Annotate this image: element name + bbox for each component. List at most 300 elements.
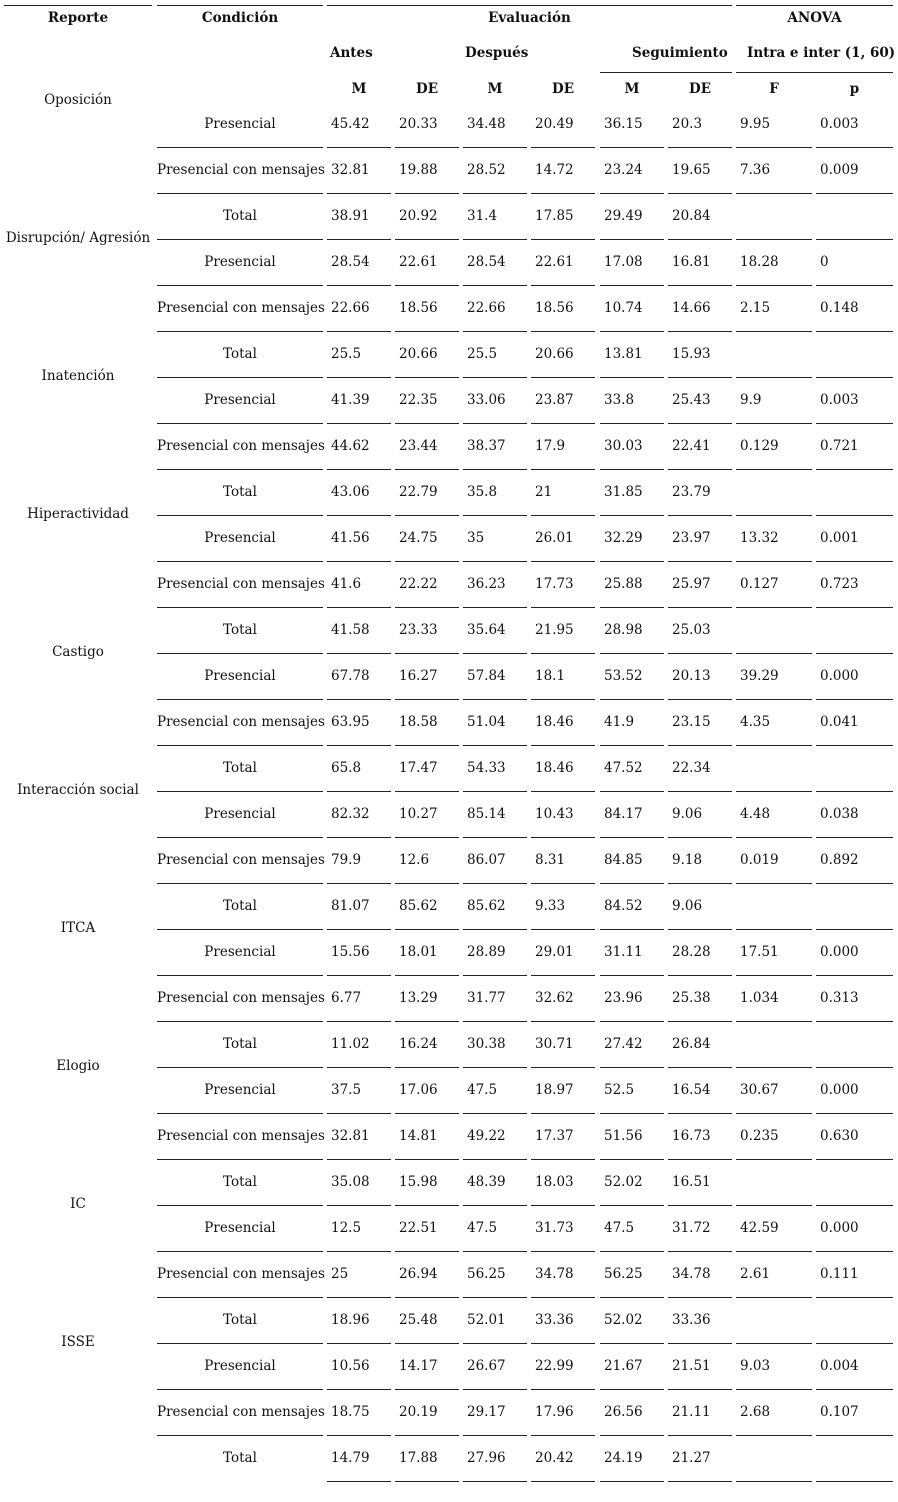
row-rule [668,1021,732,1022]
row-rule [816,837,893,838]
value-cell: 57.84 [467,668,506,684]
row-rule [463,1435,527,1436]
value-cell: 25 [331,1266,349,1282]
condition-cell: Presencial con mensajes [157,1266,325,1282]
group-label: ITCA [60,920,96,936]
value-cell: 25.38 [672,990,711,1006]
row-rule [600,1435,664,1436]
condition-cell: Total [223,622,257,638]
row-rule [600,331,664,332]
value-cell: 81.07 [331,898,370,914]
value-cell: 22.51 [399,1220,438,1236]
row-rule [395,607,459,608]
row-rule [600,975,664,976]
row-rule [157,607,323,608]
row-rule [531,1021,595,1022]
row-rule [531,561,595,562]
row-rule [395,1297,459,1298]
row-rule [531,1297,595,1298]
value-cell: 18.1 [535,668,566,684]
value-cell: 31.73 [535,1220,574,1236]
value-cell: 9.06 [672,806,703,822]
row-rule [463,837,527,838]
value-cell: 0.000 [820,944,859,960]
value-cell: 47.5 [467,1082,498,1098]
value-cell: 56.25 [467,1266,506,1282]
value-cell: 0.148 [820,300,859,316]
value-cell: 21.27 [672,1450,711,1466]
row-rule [736,193,812,194]
value-cell: 22.35 [399,392,438,408]
row-rule [600,607,664,608]
value-cell: 28.89 [467,944,506,960]
value-cell: 0.019 [740,852,779,868]
value-cell: 17.9 [535,438,566,454]
value-cell: 0.892 [820,852,859,868]
row-rule [327,285,391,286]
value-cell: 41.39 [331,392,370,408]
row-rule [327,699,391,700]
value-cell: 33.06 [467,392,506,408]
row-rule [600,239,664,240]
row-rule [531,1481,595,1482]
row-rule [736,1159,812,1160]
row-rule [395,1389,459,1390]
row-rule [668,791,732,792]
value-cell: 2.15 [740,300,771,316]
row-rule [736,469,812,470]
value-cell: 20.13 [672,668,711,684]
value-cell: 31.4 [467,208,498,224]
row-rule [668,1251,732,1252]
header-reporte: Reporte [47,10,109,26]
condition-cell: Presencial [204,1358,276,1374]
row-rule [531,607,595,608]
row-rule [157,1021,323,1022]
value-cell: 18.01 [399,944,438,960]
row-rule [395,285,459,286]
condition-cell: Presencial [204,116,276,132]
row-rule [600,1297,664,1298]
row-rule [736,1067,812,1068]
value-cell: 30.38 [467,1036,506,1052]
condition-cell: Total [223,1312,257,1328]
row-rule [736,423,812,424]
row-rule [816,607,893,608]
value-cell: 10.56 [331,1358,370,1374]
row-rule [668,1159,732,1160]
condition-cell: Presencial [204,1082,276,1098]
row-rule [736,837,812,838]
row-rule [736,285,812,286]
row-rule [157,561,323,562]
row-rule [157,1205,323,1206]
row-rule [668,239,732,240]
row-rule [327,331,391,332]
condition-cell: Presencial con mensajes [157,438,325,454]
row-rule [816,1251,893,1252]
value-cell: 20.33 [399,116,438,132]
value-cell: 18.56 [535,300,574,316]
value-cell: 0.038 [820,806,859,822]
value-cell: 27.96 [467,1450,506,1466]
value-cell: 7.36 [740,162,771,178]
value-cell: 21 [535,484,553,500]
rule-seguimiento [600,72,732,73]
value-cell: 0.111 [820,1266,859,1282]
value-cell: 22.61 [535,254,574,270]
row-rule [463,653,527,654]
row-rule [157,515,323,516]
value-cell: 28.54 [467,254,506,270]
value-cell: 49.22 [467,1128,506,1144]
row-rule [668,1297,732,1298]
header-de-seguimiento: DE [689,81,711,97]
row-rule [463,423,527,424]
row-rule [531,653,595,654]
row-rule [395,561,459,562]
row-rule [395,929,459,930]
value-cell: 19.65 [672,162,711,178]
value-cell: 24.19 [604,1450,643,1466]
row-rule [463,1113,527,1114]
value-cell: 23.24 [604,162,643,178]
row-rule [395,1113,459,1114]
value-cell: 35 [467,530,485,546]
row-rule [816,377,893,378]
value-cell: 29.01 [535,944,574,960]
value-cell: 33.36 [535,1312,574,1328]
value-cell: 18.56 [399,300,438,316]
rule-top-reporte [4,5,152,6]
value-cell: 51.04 [467,714,506,730]
value-cell: 17.88 [399,1450,438,1466]
condition-cell: Presencial [204,944,276,960]
value-cell: 32.29 [604,530,643,546]
value-cell: 84.17 [604,806,643,822]
value-cell: 51.56 [604,1128,643,1144]
row-rule [816,929,893,930]
row-rule [463,1067,527,1068]
value-cell: 17.47 [399,760,438,776]
value-cell: 52.02 [604,1174,643,1190]
row-rule [816,1159,893,1160]
row-rule [816,745,893,746]
row-rule [736,1021,812,1022]
row-rule [395,469,459,470]
row-rule [600,929,664,930]
row-rule [531,929,595,930]
header-anova: ANOVA [787,10,842,26]
row-rule [531,1159,595,1160]
value-cell: 63.95 [331,714,370,730]
value-cell: 53.52 [604,668,643,684]
value-cell: 13.81 [604,346,643,362]
row-rule [600,515,664,516]
group-label: ISSE [61,1334,95,1350]
value-cell: 31.11 [604,944,643,960]
value-cell: 1.034 [740,990,779,1006]
value-cell: 20.19 [399,1404,438,1420]
value-cell: 0.235 [740,1128,779,1144]
value-cell: 41.6 [331,576,362,592]
row-rule [668,469,732,470]
condition-cell: Total [223,898,257,914]
value-cell: 0.127 [740,576,779,592]
value-cell: 52.5 [604,1082,635,1098]
value-cell: 84.52 [604,898,643,914]
condition-cell: Presencial con mensajes [157,714,325,730]
row-rule [327,653,391,654]
row-rule [463,1481,527,1482]
row-rule [531,1067,595,1068]
rule-top-evaluacion [327,5,732,6]
row-rule [395,1021,459,1022]
value-cell: 21.51 [672,1358,711,1374]
value-cell: 0.000 [820,1082,859,1098]
header-evaluacion: Evaluación [488,10,571,26]
condition-cell: Presencial [204,254,276,270]
header-m-antes: M [351,81,367,97]
row-rule [736,1389,812,1390]
row-rule [327,837,391,838]
row-rule [395,423,459,424]
value-cell: 14.72 [535,162,574,178]
value-cell: 18.96 [331,1312,370,1328]
value-cell: 9.95 [740,116,771,132]
row-rule [327,1159,391,1160]
row-rule [668,561,732,562]
value-cell: 26.67 [467,1358,506,1374]
row-rule [531,699,595,700]
condition-cell: Presencial [204,1220,276,1236]
row-rule [157,469,323,470]
row-rule [531,147,595,148]
value-cell: 16.73 [672,1128,711,1144]
value-cell: 47.5 [467,1220,498,1236]
row-rule [736,377,812,378]
row-rule [531,193,595,194]
row-rule [327,193,391,194]
value-cell: 28.28 [672,944,711,960]
row-rule [668,1205,732,1206]
value-cell: 14.17 [399,1358,438,1374]
value-cell: 37.5 [331,1082,362,1098]
condition-cell: Presencial con mensajes [157,576,325,592]
row-rule [668,423,732,424]
value-cell: 4.48 [740,806,771,822]
value-cell: 12.6 [399,852,430,868]
row-rule [395,653,459,654]
value-cell: 20.3 [672,116,703,132]
value-cell: 13.32 [740,530,779,546]
value-cell: 25.88 [604,576,643,592]
value-cell: 2.68 [740,1404,771,1420]
value-cell: 18.75 [331,1404,370,1420]
group-label: Inatención [41,368,115,384]
value-cell: 20.49 [535,116,574,132]
value-cell: 25.48 [399,1312,438,1328]
row-rule [736,791,812,792]
row-rule [600,791,664,792]
value-cell: 16.27 [399,668,438,684]
row-rule [668,377,732,378]
row-rule [668,1481,732,1482]
value-cell: 0.107 [820,1404,859,1420]
condition-cell: Total [223,1450,257,1466]
condition-cell: Total [223,1036,257,1052]
row-rule [668,1113,732,1114]
value-cell: 84.85 [604,852,643,868]
row-rule [463,975,527,976]
row-rule [816,1481,893,1482]
value-cell: 0.000 [820,668,859,684]
value-cell: 9.03 [740,1358,771,1374]
value-cell: 33.8 [604,392,635,408]
row-rule [600,561,664,562]
value-cell: 31.77 [467,990,506,1006]
row-rule [668,1435,732,1436]
row-rule [463,377,527,378]
value-cell: 22.61 [399,254,438,270]
row-rule [157,377,323,378]
value-cell: 9.18 [672,852,703,868]
row-rule [816,423,893,424]
row-rule [157,699,323,700]
header-p: p [849,81,860,97]
row-rule [600,1343,664,1344]
value-cell: 52.02 [604,1312,643,1328]
value-cell: 23.79 [672,484,711,500]
row-rule [395,239,459,240]
row-rule [395,1205,459,1206]
row-rule [531,377,595,378]
row-rule [157,929,323,930]
row-rule [395,515,459,516]
row-rule [600,469,664,470]
row-rule [463,745,527,746]
row-rule [816,193,893,194]
row-rule [327,1021,391,1022]
value-cell: 54.33 [467,760,506,776]
value-cell: 34.78 [535,1266,574,1282]
value-cell: 21.95 [535,622,574,638]
row-rule [816,1343,893,1344]
condition-cell: Total [223,208,257,224]
row-rule [327,1113,391,1114]
rule-top-anova [736,5,893,6]
row-rule [463,607,527,608]
row-rule [157,791,323,792]
value-cell: 23.97 [672,530,711,546]
row-rule [816,653,893,654]
value-cell: 22.34 [672,760,711,776]
row-rule [463,1021,527,1022]
row-rule [736,1435,812,1436]
value-cell: 14.79 [331,1450,370,1466]
row-rule [531,1205,595,1206]
row-rule [531,1113,595,1114]
row-rule [463,1343,527,1344]
row-rule [736,239,812,240]
row-rule [668,607,732,608]
row-rule [531,331,595,332]
row-rule [668,285,732,286]
row-rule [668,147,732,148]
value-cell: 23.33 [399,622,438,638]
row-rule [395,883,459,884]
value-cell: 48.39 [467,1174,506,1190]
row-rule [816,883,893,884]
row-rule [531,791,595,792]
value-cell: 6.77 [331,990,362,1006]
value-cell: 24.75 [399,530,438,546]
value-cell: 0.009 [820,162,859,178]
row-rule [668,975,732,976]
group-label: Disrupción/ Agresión [5,230,151,246]
value-cell: 39.29 [740,668,779,684]
row-rule [327,607,391,608]
row-rule [531,423,595,424]
value-cell: 16.54 [672,1082,711,1098]
value-cell: 22.22 [399,576,438,592]
group-label: Elogio [56,1058,100,1074]
row-rule [157,1113,323,1114]
row-rule [463,791,527,792]
value-cell: 27.42 [604,1036,643,1052]
condition-cell: Presencial con mensajes [157,852,325,868]
row-rule [327,423,391,424]
row-rule [327,1435,391,1436]
group-label: Castigo [52,644,104,660]
row-rule [463,929,527,930]
row-rule [395,377,459,378]
condition-cell: Presencial [204,530,276,546]
value-cell: 26.84 [672,1036,711,1052]
value-cell: 10.43 [535,806,574,822]
value-cell: 85.62 [467,898,506,914]
header-despues: Después [465,45,529,61]
row-rule [600,285,664,286]
value-cell: 0.721 [820,438,859,454]
value-cell: 26.94 [399,1266,438,1282]
value-cell: 25.43 [672,392,711,408]
row-rule [736,929,812,930]
row-rule [816,285,893,286]
row-rule [816,561,893,562]
row-rule [531,975,595,976]
row-rule [816,1297,893,1298]
row-rule [395,699,459,700]
row-rule [600,377,664,378]
row-rule [816,1021,893,1022]
group-label: IC [70,1196,86,1212]
condition-cell: Presencial con mensajes [157,1128,325,1144]
row-rule [157,423,323,424]
row-rule [736,331,812,332]
value-cell: 82.32 [331,806,370,822]
value-cell: 32.62 [535,990,574,1006]
value-cell: 25.97 [672,576,711,592]
row-rule [668,653,732,654]
row-rule [531,515,595,516]
row-rule [157,745,323,746]
row-rule [600,1481,664,1482]
row-rule [327,791,391,792]
row-rule [395,1067,459,1068]
row-rule [600,883,664,884]
value-cell: 0.041 [820,714,859,730]
